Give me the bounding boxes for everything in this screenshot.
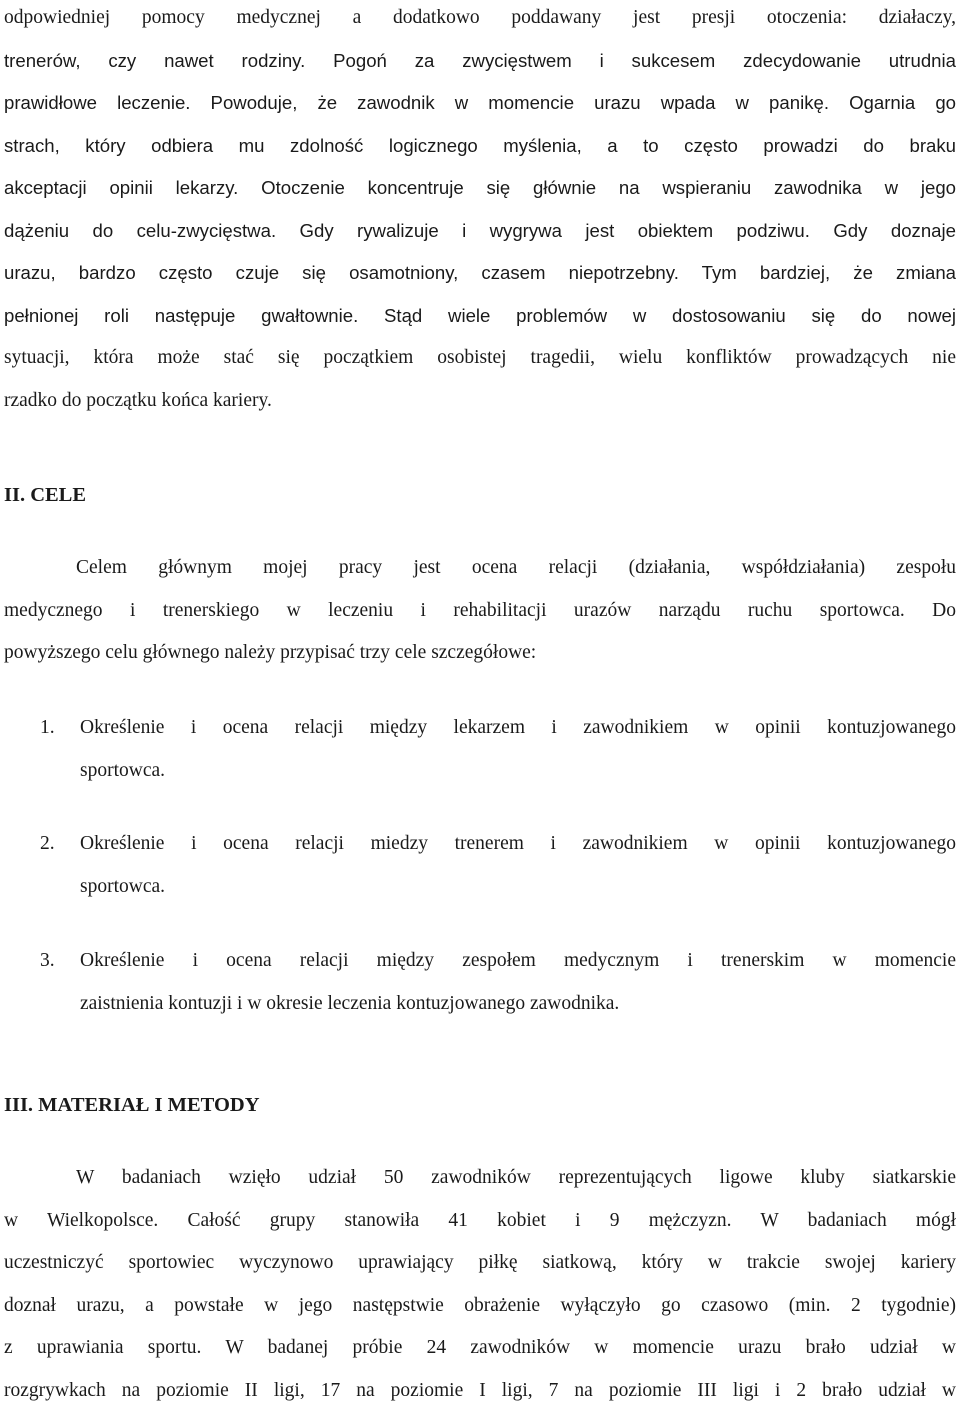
text-line: pełnionej roli następuje gwałtownie. Stąd wiele problemów w dostosowaniu się do nowej [4, 295, 956, 338]
list-number: 3. [40, 940, 55, 983]
methods-paragraph [4, 1157, 956, 1412]
text-line: Określenie i ocena relacji między zespołem medycznym i trenerskim w momencie [80, 940, 956, 983]
text-line: Określenie i ocena relacji miedzy trenerem i zawodnikiem w opinii kontuzjowanego [80, 823, 956, 866]
goals-paragraph [4, 547, 956, 675]
text-line: strach, który odbiera mu zdolność logicznego myślenia, a to często prowadzi do braku [4, 125, 956, 168]
text-line: z uprawiania sportu. W badanej próbie 24 zawodników w momencie urazu brało udział w [4, 1327, 956, 1370]
section-heading-material-i-metody: III. MATERIAŁ I METODY [4, 1091, 260, 1119]
text-line: sportowca. [80, 866, 956, 909]
list-item-text [80, 707, 956, 792]
text-line: medycznego i trenerskiego w leczeniu i rehabilitacji urazów narządu ruchu sportowca. Do [4, 590, 956, 633]
text-line: doznał urazu, a powstałe w jego następstwie obrażenie wyłączyło go czasowo (min. 2 tygodnie) [4, 1285, 956, 1328]
text-line: Celem głównym mojej pracy jest ocena relacji (działania, współdziałania) zespołu [4, 547, 956, 590]
text-line: rozgrywkach na poziomie II ligi, 17 na poziomie I ligi, 7 na poziomie III ligi i 2 brało udział w [4, 1370, 956, 1412]
text-line: akceptacji opinii lekarzy. Otoczenie koncentruje się głównie na wspieraniu zawodnika w jego [4, 167, 956, 210]
section-heading-cele: II. CELE [4, 481, 86, 509]
text-line: trenerów, czy nawet rodziny. Pogoń za zwycięstwem i sukcesem zdecydowanie utrudnia [4, 40, 956, 83]
text-line: dążeniu do celu-zwycięstwa. Gdy rywalizuje i wygrywa jest obiektem podziwu. Gdy doznaje [4, 210, 956, 253]
text-line: uczestniczyć sportowiec wyczynowo uprawiający piłkę siatkową, który w trakcie swojej kariery [4, 1242, 956, 1285]
text-line: sportowca. [80, 750, 956, 793]
text-line: rzadko do początku końca kariery. [4, 380, 956, 423]
list-number: 1. [40, 707, 55, 750]
text-line: urazu, bardzo często czuje się osamotniony, czasem niepotrzebny. Tym bardziej, że zmiana [4, 252, 956, 295]
text-line: Określenie i ocena relacji między lekarzem i zawodnikiem w opinii kontuzjowanego [80, 707, 956, 750]
text-line: W badaniach wzięło udział 50 zawodników reprezentujących ligowe kluby siatkarskie [4, 1157, 956, 1200]
text-line: zaistnienia kontuzji i w okresie leczenia kontuzjowanego zawodnika. [80, 983, 956, 1026]
text-line: sytuacji, która może stać się początkiem osobistej tragedii, wielu konfliktów prowadzących nie [4, 337, 956, 380]
text-line: w Wielkopolsce. Całość grupy stanowiła 41 kobiet i 9 mężczyzn. W badaniach mógł [4, 1200, 956, 1243]
text-line: powyższego celu głównego należy przypisać trzy cele szczegółowe: [4, 632, 956, 675]
list-number: 2. [40, 823, 55, 866]
intro-paragraph [4, 0, 956, 422]
text-line: prawidłowe leczenie. Powoduje, że zawodnik w momencie urazu wpada w panikę. Ogarnia go [4, 82, 956, 125]
list-item-text [80, 940, 956, 1025]
text-line: odpowiedniej pomocy medycznej a dodatkowo poddawany jest presji otoczenia: działaczy, [4, 0, 956, 40]
list-item-text [80, 823, 956, 908]
